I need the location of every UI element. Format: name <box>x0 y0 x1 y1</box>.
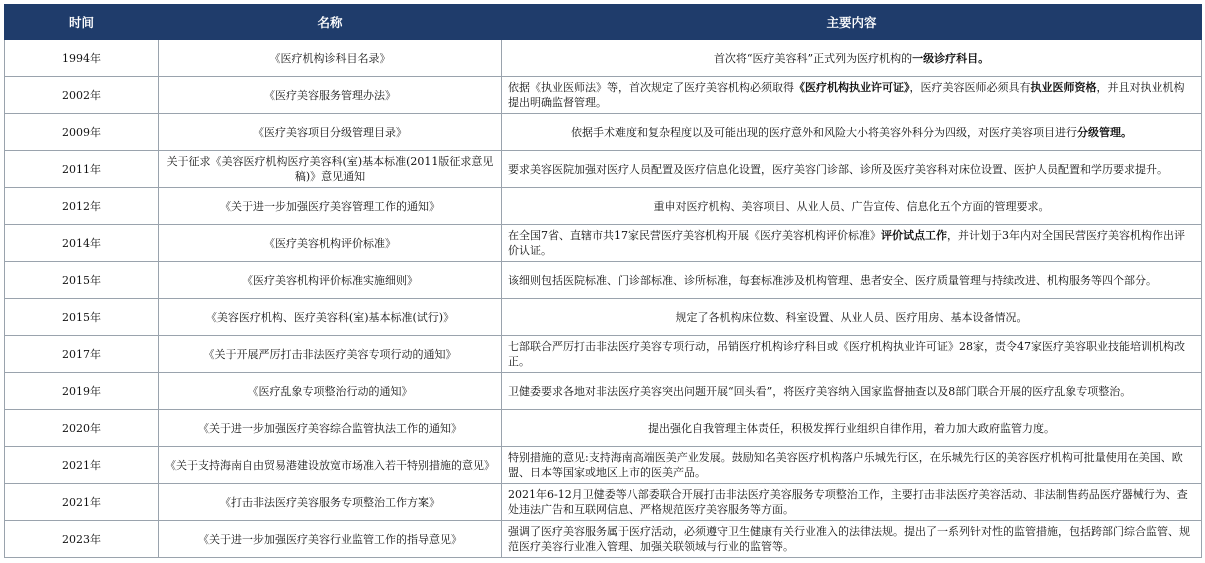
table-row <box>5 484 1202 521</box>
table-row <box>5 447 1202 484</box>
cell-content: 规定了各机构床位数、科室设置、从业人员、医疗用房、基本设备情况。 <box>502 299 1202 336</box>
cell-content: 重申对医疗机构、美容项目、从业人员、广告宣传、信息化五个方面的管理要求。 <box>502 188 1202 225</box>
content-emphasis: 执业医师资格 <box>1030 81 1097 94</box>
cell-year: 2011年 <box>5 151 159 188</box>
cell-content: 七部联合严厉打击非法医疗美容专项行动，吊销医疗机构诊疗科目或《医疗机构执业许可证》28家，责令47家医疗美容职业技能培训机构改正。 <box>502 336 1202 373</box>
cell-year: 2021年 <box>5 484 159 521</box>
table-row <box>5 77 1202 114</box>
cell-year: 1994年 <box>5 40 159 77</box>
table-row <box>5 410 1202 447</box>
table-header-row <box>5 5 1202 40</box>
cell-year: 2015年 <box>5 299 159 336</box>
cell-content: 卫健委要求各地对非法医疗美容突出问题开展“回头看”，将医疗美容纳入国家监督抽查以及8部门联合开展的医疗乱象专项整治。 <box>502 373 1202 410</box>
table-row <box>5 188 1202 225</box>
table-row <box>5 40 1202 77</box>
cell-name: 《美容医疗机构、医疗美容科(室)基本标准(试行)》 <box>159 299 502 336</box>
content-text: 依据手术难度和复杂程度以及可能出现的医疗意外和风险大小将美容外科分为四级，对医疗美容项目进行 <box>571 125 1077 139</box>
cell-name: 《医疗乱象专项整治行动的通知》 <box>159 373 502 410</box>
cell-name: 《医疗美容项目分级管理目录》 <box>159 114 502 151</box>
cell-year: 2009年 <box>5 114 159 151</box>
cell-year: 2020年 <box>5 410 159 447</box>
table-row <box>5 225 1202 262</box>
cell-content: 2021年6-12月卫健委等八部委联合开展打击非法医疗美容服务专项整治工作，主要打击非法医疗美容活动、非法制售药品医疗器械行为、查处违法广告和互联网信息、严格规范医疗美容服务等方面。 <box>502 484 1202 521</box>
cell-year: 2014年 <box>5 225 159 262</box>
cell-year: 2021年 <box>5 447 159 484</box>
cell-year: 2019年 <box>5 373 159 410</box>
table-row <box>5 114 1202 151</box>
cell-name: 《医疗美容机构评价标准实施细则》 <box>159 262 502 299</box>
cell-content <box>502 225 1202 262</box>
table-row <box>5 336 1202 373</box>
cell-name: 《医疗美容服务管理办法》 <box>159 77 502 114</box>
cell-name: 《打击非法医疗美容服务专项整治工作方案》 <box>159 484 502 521</box>
content-emphasis: 评价试点工作 <box>881 229 947 242</box>
content-text: 首次将“医疗美容科”正式列为医疗机构的 <box>713 51 913 65</box>
cell-year: 2002年 <box>5 77 159 114</box>
cell-name: 《关于开展严厉打击非法医疗美容专项行动的通知》 <box>159 336 502 373</box>
table-row <box>5 262 1202 299</box>
cell-content <box>502 114 1202 151</box>
cell-content: 要求美容医院加强对医疗人员配置及医疗信息化设置，医疗美容门诊部、诊所及医疗美容科对床位设置、医护人员配置和学历要求提升。 <box>502 151 1202 188</box>
table-row <box>5 299 1202 336</box>
cell-content <box>502 40 1202 77</box>
cell-year: 2023年 <box>5 521 159 558</box>
content-emphasis: 一级诊疗科目。 <box>912 51 990 65</box>
table-row <box>5 151 1202 188</box>
cell-content: 提出强化自我管理主体责任，积极发挥行业组织自律作用，着力加大政府监管力度。 <box>502 410 1202 447</box>
cell-content: 强调了医疗美容服务属于医疗活动，必须遵守卫生健康有关行业准入的法律法规。提出了一系列针对性的监管措施，包括跨部门综合监管、规范医疗美容行业准入管理、加强关联领域与行业的监管等。 <box>502 521 1202 558</box>
header-content: 主要内容 <box>502 5 1202 40</box>
cell-content <box>502 77 1202 114</box>
content-text: ，并且对执业机构提出明确监督管理。 <box>508 81 1185 109</box>
table-row <box>5 521 1202 558</box>
content-text: 在全国7省、直辖市共17家民营医疗美容机构开展《医疗美容机构评价标准》 <box>508 229 881 242</box>
cell-year: 2012年 <box>5 188 159 225</box>
cell-name: 《关于进一步加强医疗美容行业监管工作的指导意见》 <box>159 521 502 558</box>
cell-year: 2015年 <box>5 262 159 299</box>
cell-name: 《关于支持海南自由贸易港建设放宽市场准入若干特别措施的意见》 <box>159 447 502 484</box>
table-row <box>5 373 1202 410</box>
content-text: 依据《执业医师法》等，首次规定了医疗美容机构必须取得 <box>508 81 794 94</box>
header-name: 名称 <box>159 5 502 40</box>
header-time: 时间 <box>5 5 159 40</box>
cell-name: 《医疗机构诊科目名录》 <box>159 40 502 77</box>
cell-name: 《医疗美容机构评价标准》 <box>159 225 502 262</box>
cell-name: 《关于进一步加强医疗美容管理工作的通知》 <box>159 188 502 225</box>
policy-table <box>4 4 1202 558</box>
cell-content: 特别措施的意见:支持海南高端医美产业发展。鼓励知名美容医疗机构落户乐城先行区，在乐城先行区的美容医疗机构可批量使用在美国、欧盟、日本等国家或地区上市的医美产品。 <box>502 447 1202 484</box>
content-emphasis: 《医疗机构执业许可证》 <box>794 81 910 94</box>
content-emphasis: 分级管理。 <box>1077 125 1132 139</box>
cell-year: 2017年 <box>5 336 159 373</box>
content-text: ，医疗美容医师必须具有 <box>909 81 1031 94</box>
cell-name: 《关于进一步加强医疗美容综合监管执法工作的通知》 <box>159 410 502 447</box>
policy-table-container <box>4 4 1201 558</box>
content-text: ，并计划于3年内对全国民营医疗美容机构作出评价认证。 <box>508 229 1185 257</box>
cell-content: 该细则包括医院标准、门诊部标准、诊所标准，每套标准涉及机构管理、患者安全、医疗质量管理与持续改进、机构服务等四个部分。 <box>502 262 1202 299</box>
cell-name: 关于征求《美容医疗机构医疗美容科(室)基本标准(2011版征求意见稿)》意见通知 <box>159 151 502 188</box>
